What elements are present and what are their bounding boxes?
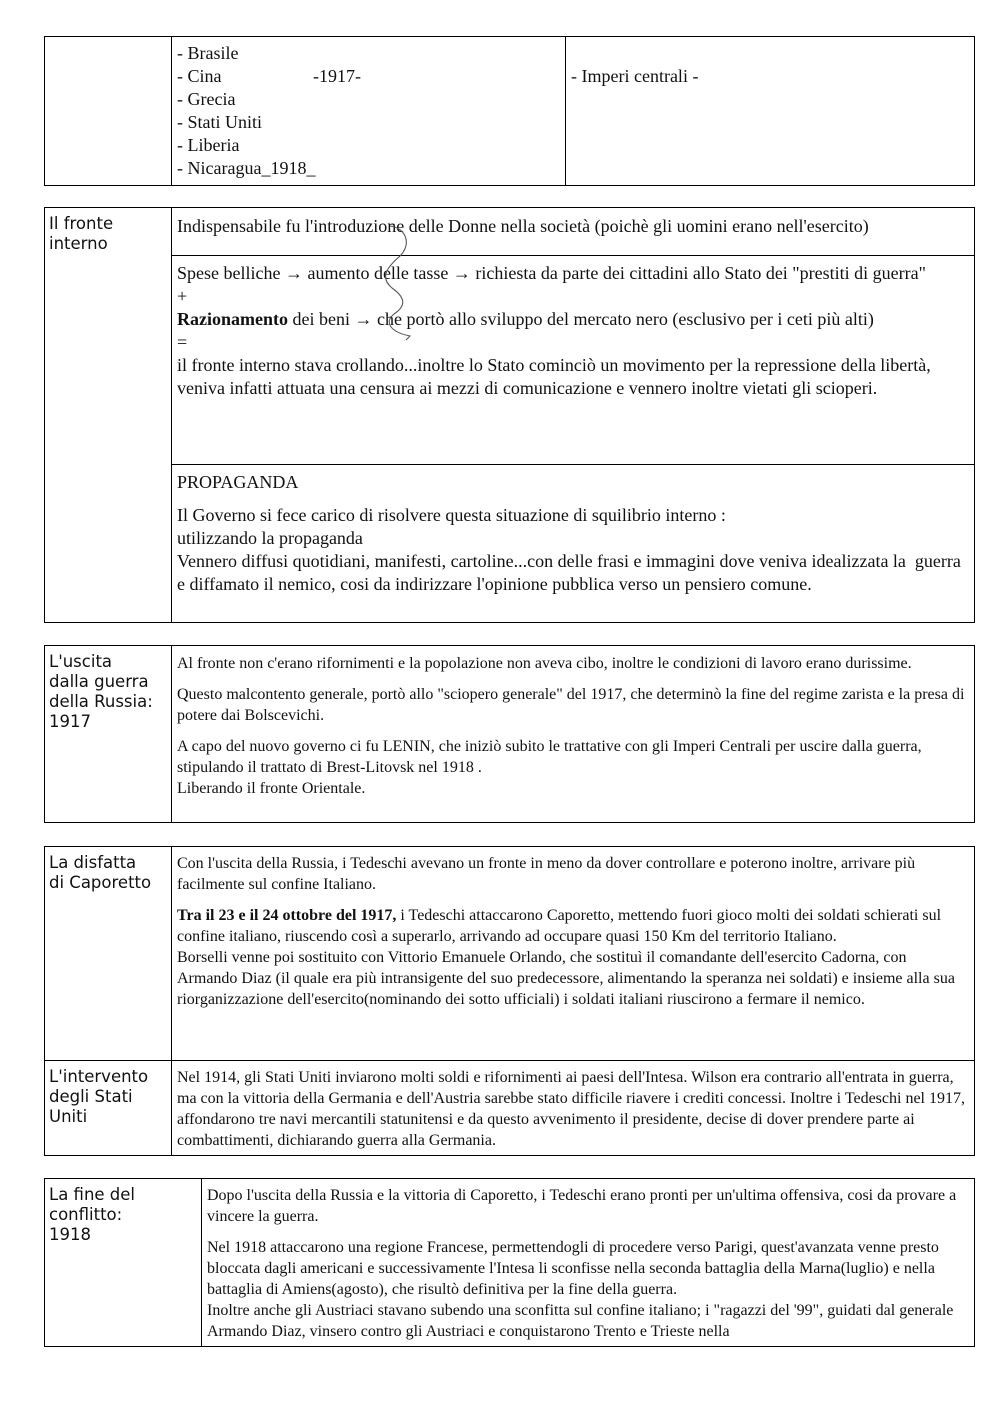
- rationing-text: [177, 308, 969, 331]
- country-item: - Stati Uniti: [177, 112, 262, 132]
- russia-exit-label: L'uscita dalla guerra della Russia: 1917: [45, 646, 172, 823]
- home-front-label: Il fronte interno: [45, 208, 172, 623]
- central-empires-text: - Imperi centrali -: [571, 66, 699, 86]
- russia-exit-content: [172, 646, 975, 823]
- year-label: -1917-: [313, 66, 361, 86]
- central-empires-cell: [566, 37, 975, 186]
- russia-exit-table: [44, 645, 975, 823]
- rationing-bold: Razionamento: [177, 309, 288, 329]
- home-front-table: [44, 207, 975, 623]
- country-item: - Brasile: [177, 43, 239, 63]
- propaganda-title: PROPAGANDA: [177, 472, 299, 492]
- women-row: [172, 208, 975, 256]
- war-expenses-row: [172, 256, 975, 465]
- country-item: - Grecia: [177, 89, 236, 109]
- plus-sign: +: [177, 286, 188, 306]
- rationing-rest: dei beni → che portò allo sviluppo del mercato nero (esclusivo per i ceti più alti): [288, 309, 874, 329]
- caporetto-p2-text: i Tedeschi attaccarono Caporetto, mettendo fuori gioco molti dei soldati schierati sul confine italiano, riuscendo così a superarlo, arrivando ad occupare quasi 150 Km del territorio Italiano. Borselli venne poi sostituito con Vittorio Emanuele Orlando, che sostituì il comandante dell'esercito Cadorna, con Armando Diaz (il quale era più intransigente del suo predecessore, alimentando la speranza nei soldati) e insieme alla sua riorganizzazione dell'esercito(nominando dei sotto ufficiali) i soldati italiani riuscirono a fermare il nemico.: [177, 907, 955, 1008]
- caporetto-p2: [177, 905, 969, 1010]
- caporetto-label: La disfatta di Caporetto: [45, 847, 172, 1061]
- war-end-label: La fine del conflitto: 1918: [45, 1179, 202, 1347]
- expenses-text: Spese belliche → aumento delle tasse → richiesta da parte dei cittadini allo Stato dei "prestiti di guerra": [177, 263, 926, 283]
- collapse-text: il fronte interno stava crollando...inoltre lo Stato cominciò un movimento per la repressione della libertà, veniva infatti attuata una censura ai mezzi di comunicazione e vennero inoltre vietati gli scioperi.: [177, 355, 936, 398]
- caporetto-date: Tra il 23 e il 24 ottobre del 1917,: [177, 907, 397, 924]
- russia-p3: A capo del nuovo governo ci fu LENIN, che iniziò subito le trattative con gli Imperi Centrali per uscire dalla guerra, stipulando il trattato di Brest-Litovsk nel 1918 . Liberando il fronte Orientale.: [177, 738, 922, 797]
- equals-sign: =: [177, 332, 188, 352]
- caporetto-p1: Con l'uscita della Russia, i Tedeschi avevano un fronte in meno da dover controllare e poterono inoltre, arrivare più facilmente sul confine Italiano.: [177, 855, 920, 893]
- russia-p1: Al fronte non c'erano rifornimenti e la popolazione non aveva cibo, inoltre le condizioni di lavoro erano durissime.: [177, 655, 912, 672]
- war-end-table: [44, 1178, 975, 1347]
- us-intervention-content: [172, 1061, 975, 1156]
- war-end-p2: Nel 1918 attaccarono una regione Francese, permettendogli di procedere verso Parigi, quest'avanzata venne presto bloccata dagli americani e successivamente l'Intesa li sconfisse nella seconda battaglia della Marna(luglio) e nella battaglia di Amiens(agosto), che risultò definitiva per la fine della guerra. Inoltre anche gli Austriaci stavano subendo una sconfitta sul confine italiano; i "ragazzi del '99", guidati dal generale Armando Diaz, vinsero contro gli Austriaci e conquistarono Trento e Trieste nella: [207, 1239, 954, 1340]
- propaganda-text: Il Governo si fece carico di risolvere questa situazione di squilibrio interno : utilizzando la propaganda Vennero diffusi quotidiani, manifesti, cartoline...con delle frasi e immagini dove veniva idealizzata la guerra e diffamato il nemico, cosi da indirizzare l'opinione pubblica verso un pensiero comune.: [177, 505, 961, 594]
- women-text: Indispensabile fu l'introduzione delle Donne nella società (poichè gli uomini erano nell'esercito): [177, 216, 869, 236]
- country-item: - Nicaragua_1918_: [177, 158, 316, 178]
- war-end-p1: Dopo l'uscita della Russia e la vittoria di Caporetto, i Tedeschi erano pronti per un'ultima offensiva, cosi da provare a vincere la guerra.: [207, 1187, 961, 1225]
- country-item: - Cina: [177, 66, 222, 86]
- us-intervention-text: Nel 1914, gli Stati Uniti inviarono molti soldi e rifornimenti ai paesi dell'Intesa. Wilson era contrario all'entrata in guerra, ma con la vittoria della Germania e dell'Austria sarebbe stato difficile riavere i crediti concessi. Inoltre i Tedeschi nel 1917, affondarono tre navi mercantili statunitensi e da questo avvenimento il presidente, decise di dover prendere parte ai combattimenti, dichiarando guerra alla Germania.: [177, 1069, 969, 1149]
- empty-label-cell: [45, 37, 172, 186]
- propaganda-row: [172, 465, 975, 623]
- russia-p2: Questo malcontento generale, portò allo "sciopero generale" del 1917, che determinò la fine del regime zarista e la presa di potere dai Bolscevichi.: [177, 686, 969, 724]
- country-item: - Liberia: [177, 135, 240, 155]
- caporetto-table: [44, 846, 975, 1156]
- war-end-content: [202, 1179, 975, 1347]
- us-intervention-label: L'intervento degli Stati Uniti: [45, 1061, 172, 1156]
- countries-cell: [172, 37, 566, 186]
- caporetto-content: [172, 847, 975, 1061]
- allies-table: [44, 36, 975, 186]
